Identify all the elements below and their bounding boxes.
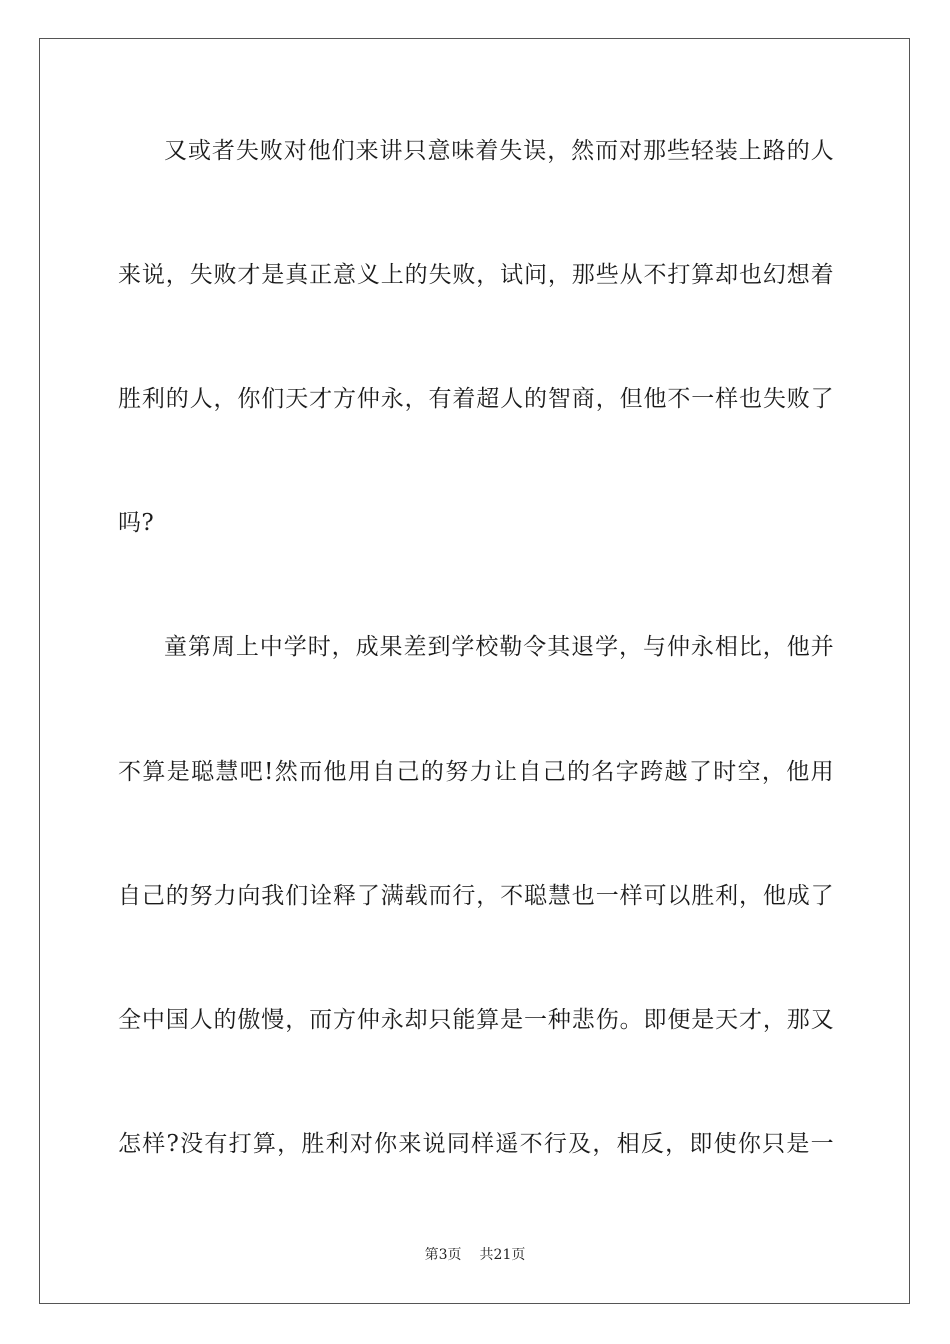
paragraph-1-line-1: 又或者失败对他们来讲只意味着失误，然而对那些轻装上路的人 [164,138,834,164]
paragraph-2-line-4: 全中国人的傲慢，而方仲永却只能算是一种悲伤。即便是天才，那又 [118,1007,834,1033]
page-number-total: 共21页 [479,1247,526,1263]
page-frame [39,38,910,1304]
paragraph-1-line-3: 胜利的人，你们天才方仲永，有着超人的智商，但他不一样也失败了 [118,386,834,412]
paragraph-2-line-1: 童第周上中学时，成果差到学校勒令其退学，与仲永相比，他并 [164,634,834,660]
page-footer [0,1246,950,1264]
paragraph-2-line-5: 怎样?没有打算，胜利对你来说同样遥不行及，相反，即使你只是一 [118,1131,834,1157]
paragraph-2-line-2: 不算是聪慧吧!然而他用自己的努力让自己的名字跨越了时空，他用 [118,759,834,785]
page-number-current: 第3页 [424,1247,462,1263]
paragraph-1-line-4: 吗? [118,510,155,536]
paragraph-2-line-3: 自己的努力向我们诠释了满载而行，不聪慧也一样可以胜利，他成了 [118,883,834,909]
paragraph-1-line-2: 来说，失败才是真正意义上的失败，试问，那些从不打算却也幻想着 [118,262,834,288]
